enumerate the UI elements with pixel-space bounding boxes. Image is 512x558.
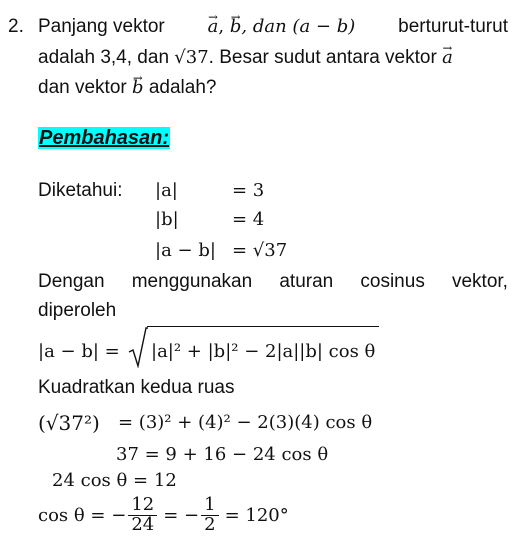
known-rhs-2: = 4 xyxy=(232,209,265,230)
dan-text: , dan xyxy=(241,16,287,37)
known-rhs-1: = 3 xyxy=(232,180,265,201)
known-lhs-3: |a − b| xyxy=(155,240,216,261)
problem-line3-post: adalah? xyxy=(148,77,217,98)
step-3: 24 cos θ = 12 xyxy=(52,470,177,491)
fraction-2-numerator: 1 xyxy=(201,496,218,516)
fraction-1-2 xyxy=(201,496,218,535)
heading-text: Pembahasan: xyxy=(39,127,170,149)
known-row-1 xyxy=(155,180,178,201)
step-4-rhs: = 120° xyxy=(224,504,289,526)
fraction-1-numerator: 12 xyxy=(128,496,157,516)
formula-lhs: |a − b| = xyxy=(38,341,120,362)
known-row-3 xyxy=(155,240,216,261)
vector-b-2: → b xyxy=(132,77,144,98)
step-2: 37 = 9 + 16 − 24 cos θ xyxy=(116,444,329,465)
cosine-line-1 xyxy=(38,271,508,293)
comma: , xyxy=(218,16,225,37)
vector-b: → b xyxy=(230,16,242,37)
step-4-mid: = − xyxy=(163,504,200,526)
known-lhs-2: |b| xyxy=(155,209,179,230)
problem-line-3 xyxy=(38,77,216,99)
square-text: Kuadratkan kedua ruas xyxy=(38,377,235,398)
problem-sqrt: √37 xyxy=(174,47,209,68)
vector-a: → a xyxy=(208,16,219,37)
problem-values: adalah 3,4, dan xyxy=(38,47,170,68)
known-rhs-3: = √37 xyxy=(232,240,288,261)
step-4-lhs: cos θ = − xyxy=(38,504,127,526)
problem-line-1 xyxy=(38,16,508,38)
fraction-2-denominator: 2 xyxy=(204,513,216,535)
problem-tail: berturut-turut xyxy=(398,16,508,37)
step-1-rhs: = (3)² + (4)² − 2(3)(4) cos θ xyxy=(118,412,373,433)
word-5: vektor, xyxy=(451,271,508,292)
word-2: menggunakan xyxy=(131,271,253,292)
problem-line3-pre: dan vektor xyxy=(38,77,127,98)
problem-vectors xyxy=(208,16,356,38)
formula-radicand xyxy=(147,326,379,362)
problem-question: . Besar sudut antara vektor xyxy=(208,47,437,68)
problem-lead: Panjang vektor xyxy=(38,16,165,37)
big-sqrt-sign xyxy=(128,326,148,368)
problem-line-2 xyxy=(38,47,453,69)
step-4 xyxy=(38,496,289,535)
pembahasan-heading xyxy=(38,127,170,150)
known-lhs-1: |a| xyxy=(155,180,178,201)
problem-number: 2. xyxy=(8,16,24,37)
vector-a-2: → a xyxy=(442,47,453,68)
fraction-12-24 xyxy=(128,496,157,535)
known-label: Diketahui: xyxy=(38,180,123,201)
word-3: aturan xyxy=(279,271,334,292)
word-1: Dengan xyxy=(38,271,105,292)
known-row-2 xyxy=(155,209,179,230)
word-4: cosinus xyxy=(360,271,425,292)
step-1-lhs: (√37²) xyxy=(38,411,100,435)
fraction-1-denominator: 24 xyxy=(131,513,155,535)
vector-difference: (a − b) xyxy=(292,16,356,37)
cosine-line-2: diperoleh xyxy=(38,300,117,321)
radicand-text: |a|² + |b|² − 2|a||b| cos θ xyxy=(151,341,376,362)
